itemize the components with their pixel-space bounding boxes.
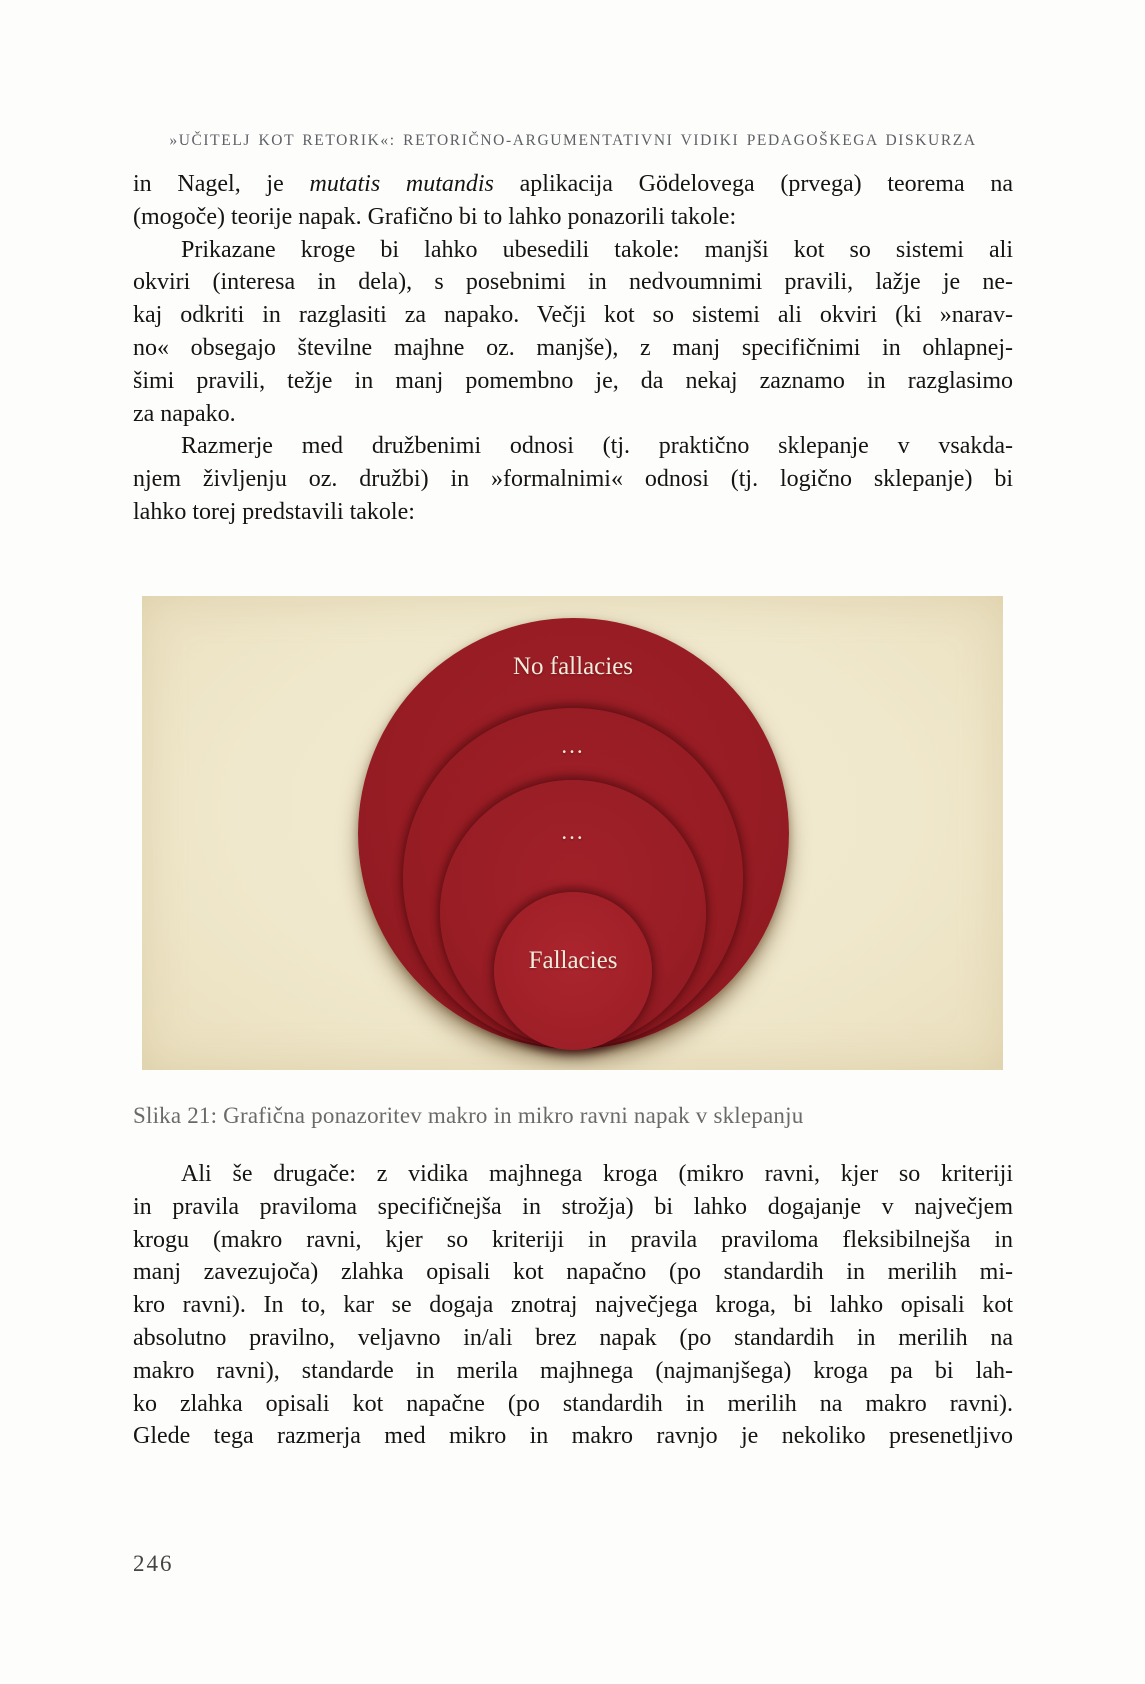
body-line: manj zavezujoča) zlahka opisali kot napačno (po standardih in merilih mi- bbox=[133, 1259, 1013, 1286]
body-line: Razmerje med družbenimi odnosi (tj. praktično sklepanje v vsakda- bbox=[181, 433, 1013, 460]
body-line: (mogoče) teorije napak. Grafično bi to lahko ponazorili takole: bbox=[133, 203, 737, 230]
body-line: lahko torej predstavili takole: bbox=[133, 498, 415, 525]
figure-label-no-fallacies: No fallacies bbox=[512, 653, 634, 680]
figure-label-fallacies: Fallacies bbox=[528, 947, 618, 974]
body-line: okviri (interesa in dela), s posebnimi in nedvoumnimi pravili, lažje je ne- bbox=[133, 269, 1013, 296]
body-line: in pravila praviloma specifičnejša in strožja) bi lahko dogajanje v največjem bbox=[133, 1193, 1013, 1220]
figure-label-ellipsis-2: ... bbox=[561, 819, 585, 844]
body-text-upper bbox=[133, 168, 1013, 529]
body-line: kaj odkriti in razglasiti za napako. Večji kot so sistemi ali okviri (ki »narav- bbox=[133, 302, 1013, 329]
body-line: ko zlahka opisali kot napačne (po standardih in merilih na makro ravni). bbox=[133, 1390, 1013, 1417]
figure-nested-circles bbox=[142, 596, 1003, 1070]
body-line: no« obsegajo številne majhne oz. manjše), z manj specifičnimi in ohlapnej- bbox=[133, 334, 1013, 361]
figure-label-ellipsis-1: ... bbox=[561, 733, 585, 758]
body-line: za napako. bbox=[133, 400, 236, 427]
italic-text-run: mutatis mutandis bbox=[309, 171, 494, 197]
page-number: 246 bbox=[133, 1551, 174, 1576]
body-line: Prikazane kroge bi lahko ubesedili takole: manjši kot so sistemi ali bbox=[181, 236, 1013, 263]
text-run: in Nagel, je bbox=[133, 171, 310, 197]
body-line: Glede tega razmerja med mikro in makro ravnjo je nekoliko presenetljivo bbox=[133, 1423, 1013, 1450]
body-line: Ali še drugače: z vidika majhnega kroga (mikro ravni, kjer so kriteriji bbox=[181, 1161, 1013, 1187]
text-run: aplikacija Gödelovega (prvega) teorema na bbox=[493, 171, 1014, 197]
body-line bbox=[133, 168, 1013, 201]
running-header: »UČITELJ KOT RETORIK«: RETORIČNO-ARGUMENTATIVNI VIDIKI PEDAGOŠKEGA DISKURZA bbox=[169, 132, 977, 149]
body-line: njem življenju oz. družbi) in »formalnimi« odnosi (tj. logično sklepanje) bi bbox=[133, 466, 1013, 493]
body-text-lower bbox=[133, 1158, 1013, 1453]
body-line: šimi pravili, težje in manj pomembno je, da nekaj zaznamo in razglasimo bbox=[133, 367, 1013, 394]
body-line: makro ravni), standarde in merila majhnega (najmanjšega) kroga pa bi lah- bbox=[133, 1357, 1013, 1384]
body-line: kro ravni). In to, kar se dogaja znotraj največjega kroga, bi lahko opisali kot bbox=[133, 1292, 1013, 1319]
body-line: krogu (makro ravni, kjer so kriteriji in pravila praviloma fleksibilnejša in bbox=[133, 1226, 1013, 1253]
body-line: absolutno pravilno, veljavno in/ali brez napak (po standardih in merilih na bbox=[133, 1324, 1013, 1351]
figure-caption: Slika 21: Grafična ponazoritev makro in mikro ravni napak v sklepanju bbox=[133, 1103, 804, 1128]
